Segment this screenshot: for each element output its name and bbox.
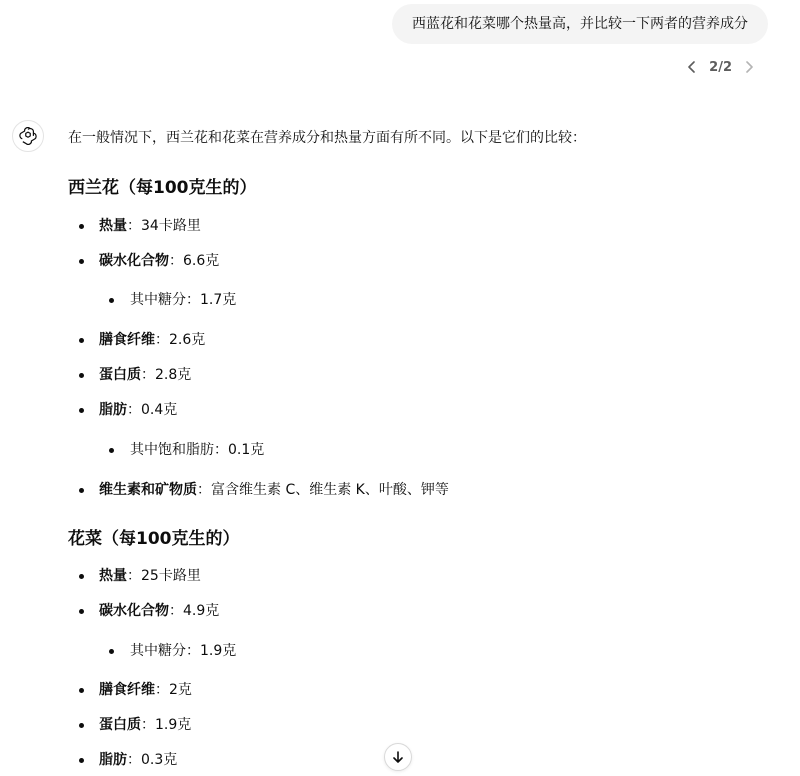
list-item: 碳水化合物：4.9克	[99, 601, 219, 621]
chevron-left-icon[interactable]	[685, 56, 699, 78]
cauliflower-heading: 花菜（每100克生的）	[68, 529, 240, 549]
response-pager	[685, 56, 756, 78]
assistant-intro: 在一般情况下，西兰花和花菜在营养成分和热量方面有所不同。以下是它们的比较：	[68, 130, 586, 146]
user-message-text: 西蓝花和花菜哪个热量高，并比较一下两者的营养成分	[412, 16, 748, 32]
chevron-right-icon[interactable]	[742, 56, 756, 78]
openai-logo-icon	[19, 127, 37, 145]
user-message-bubble	[392, 4, 768, 44]
arrow-down-icon	[391, 750, 405, 764]
list-item: 膳食纤维：2克	[99, 680, 192, 700]
list-item: 脂肪：0.4克	[99, 400, 177, 420]
sub-list-item: 其中饱和脂肪：0.1克	[130, 440, 264, 460]
assistant-avatar	[12, 120, 44, 152]
list-item: 热量：34卡路里	[99, 216, 201, 236]
list-item: 蛋白质：2.8克	[99, 365, 191, 385]
list-item: 热量：25卡路里	[99, 566, 201, 586]
list-item: 蛋白质：1.9克	[99, 715, 191, 735]
pager-label: 2/2	[709, 59, 732, 75]
sub-list-item: 其中糖分：1.9克	[130, 641, 236, 661]
list-item: 维生素和矿物质：富含维生素 C、维生素 K、叶酸、钾等	[99, 480, 449, 500]
scroll-to-bottom-button[interactable]	[384, 743, 412, 771]
sub-list-item: 其中糖分：1.7克	[130, 290, 236, 310]
list-item: 碳水化合物：6.6克	[99, 251, 219, 271]
list-item: 膳食纤维：2.6克	[99, 330, 205, 350]
list-item: 脂肪：0.3克	[99, 750, 177, 770]
broccoli-heading: 西兰花（每100克生的）	[68, 178, 257, 198]
